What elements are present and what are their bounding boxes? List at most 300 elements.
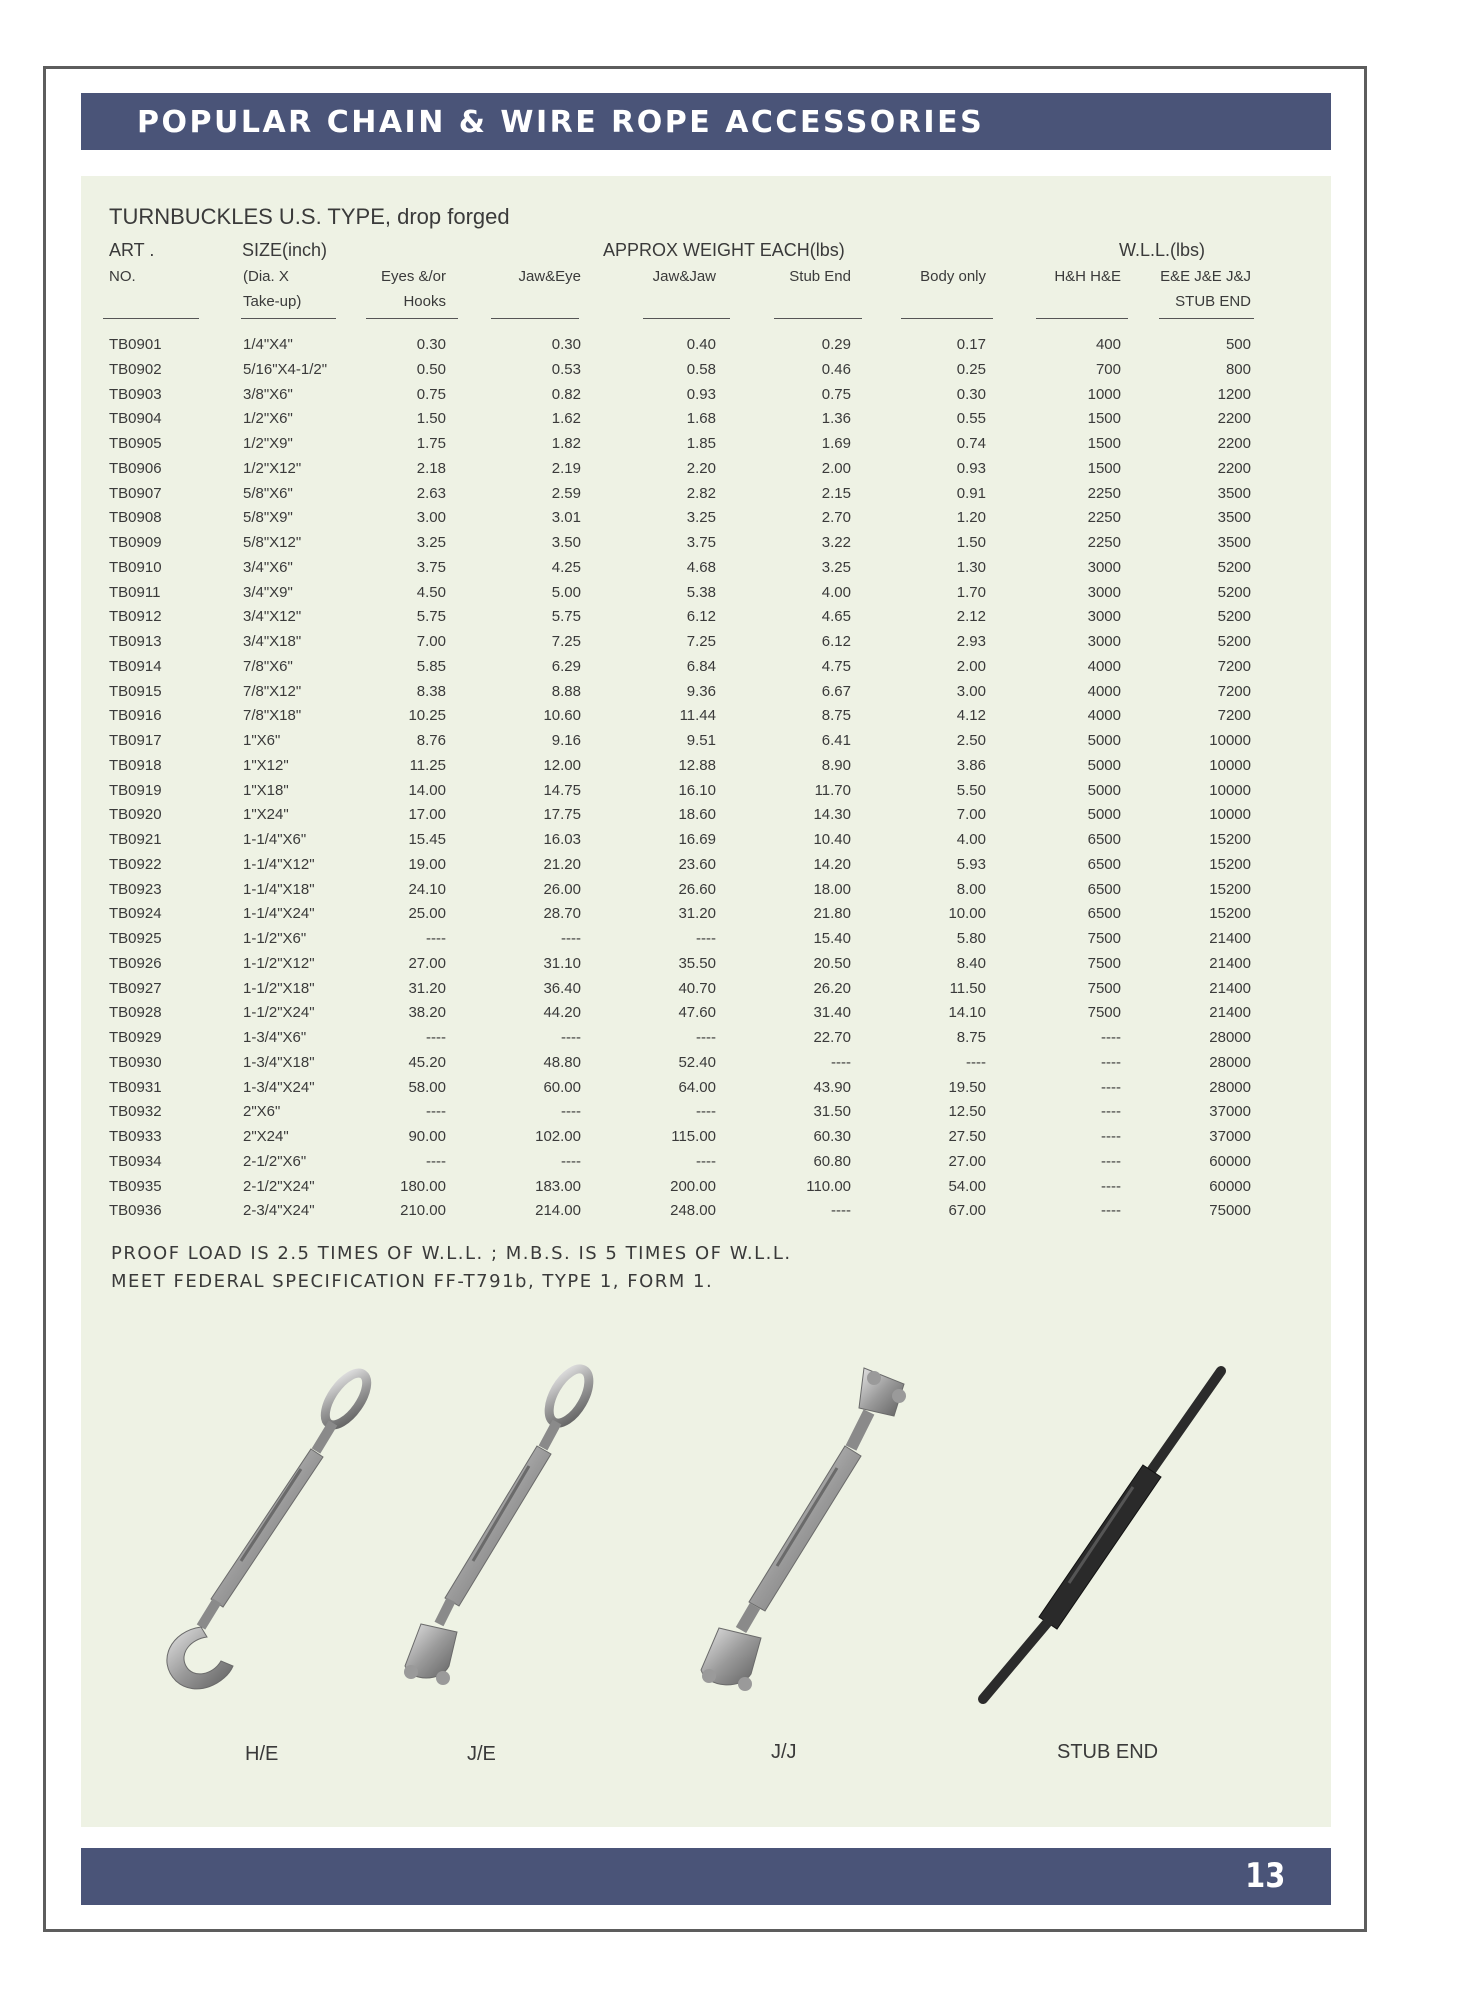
table-cell: 7/8"X12" [243,682,302,700]
table-cell: 1"X6" [243,732,281,749]
table-row [81,1004,1331,1029]
table-cell: TB0908 [109,509,162,527]
header-rule [774,318,862,319]
table-cell: 2.82 [686,484,716,502]
table-cell: TB0920 [109,806,162,824]
table-cell: TB0930 [109,1053,162,1071]
table-cell: 800 [1225,360,1251,378]
table-cell: 6.41 [821,732,851,749]
table-cell: 3.01 [551,509,581,527]
table-cell: 10000 [1209,756,1251,774]
table-cell: 1"X12" [243,756,289,774]
table-row [81,410,1331,435]
table-cell: 2"X6" [243,1103,281,1121]
table-row [81,955,1331,980]
table-cell: 3/4"X6" [243,558,293,576]
table-cell: 5/8"X6" [243,484,293,502]
table-cell: ---- [1101,1177,1121,1195]
table-cell: 0.30 [416,336,446,353]
table-cell: 4.12 [956,707,986,725]
table-row [81,361,1331,386]
table-row [81,757,1331,782]
table-cell: 2.00 [956,657,986,675]
table-cell: TB0926 [109,954,162,972]
table-cell: 18.60 [678,806,716,824]
table-row [81,633,1331,658]
table-row [81,509,1331,534]
table-cell: 10.25 [408,707,446,725]
table-cell: 19.00 [408,855,446,873]
table-cell: 3.00 [416,509,446,527]
table-cell: 1.75 [416,435,446,452]
header-bar [81,93,1331,150]
table-cell: 3/8"X6" [243,385,293,403]
col-header-jaw-jaw: Jaw&Jaw [652,268,716,285]
table-cell: 7/8"X6" [243,657,293,675]
table-cell: TB0924 [109,905,162,923]
table-cell: 37000 [1209,1128,1251,1145]
table-cell: 4.25 [551,558,581,576]
table-cell: ---- [426,1103,446,1121]
table-cell: 3000 [1087,633,1121,650]
table-cell: 2-1/2"X6" [243,1152,307,1170]
table-cell: 5.00 [551,583,581,601]
table-cell: 5.75 [551,608,581,626]
table-cell: 700 [1095,360,1121,378]
table-cell: 20.50 [813,954,851,972]
table-cell: 8.00 [956,880,986,898]
table-cell: 2.00 [821,459,851,477]
table-cell: 2200 [1217,410,1251,428]
table-cell: 1500 [1087,435,1121,452]
table-cell: ---- [561,1029,581,1046]
table-cell: 15.40 [813,930,851,947]
table-cell: 23.60 [678,855,716,873]
table-cell: 75000 [1209,1202,1251,1220]
col-header-art: ART . [109,240,155,260]
table-cell: 5000 [1087,806,1121,824]
table-cell: 10000 [1209,732,1251,749]
table-cell: 1.50 [416,410,446,428]
table-cell: 3/4"X18" [243,633,302,650]
col-header-body-only: Body only [920,268,986,285]
table-cell: ---- [831,1053,851,1071]
table-cell: 28000 [1209,1078,1251,1096]
table-cell: 3500 [1217,484,1251,502]
table-cell: ---- [561,1152,581,1170]
table-cell: 3000 [1087,558,1121,576]
table-cell: 3.25 [821,558,851,576]
table-cell: TB0925 [109,930,162,947]
table-cell: TB0932 [109,1103,162,1121]
table-cell: TB0915 [109,682,162,700]
table-cell: TB0917 [109,732,162,749]
table-cell: 9.51 [686,732,716,749]
table-cell: TB0935 [109,1177,162,1195]
table-cell: 21400 [1209,954,1251,972]
col-header-size-sub2: Take-up) [243,293,302,310]
table-cell: 14.20 [813,855,851,873]
table-cell: 10000 [1209,781,1251,799]
table-cell: 5000 [1087,781,1121,799]
table-cell: 10000 [1209,806,1251,824]
table-cell: 3500 [1217,534,1251,551]
table-cell: 0.55 [956,410,986,428]
table-cell: TB0921 [109,831,162,848]
table-cell: 37000 [1209,1103,1251,1121]
table-cell: 5.85 [416,657,446,675]
table-row [81,1128,1331,1153]
table-cell: 28.70 [543,905,581,923]
table-cell: TB0931 [109,1078,162,1096]
col-header-size: SIZE(inch) [242,240,328,260]
table-cell: 1-1/4"X6" [243,831,307,848]
table-cell: ---- [1101,1103,1121,1121]
table-cell: TB0918 [109,756,162,774]
table-cell: TB0922 [109,855,162,873]
col-header-wll-group: W.L.L.(lbs) [1119,240,1206,260]
table-cell: 26.00 [543,880,581,898]
header-rule [103,318,199,319]
table-cell: 6.12 [821,633,851,650]
table-row [81,1029,1331,1054]
table-cell: 15200 [1209,831,1251,848]
table-cell: 2.63 [416,484,446,502]
table-cell: 36.40 [543,979,581,997]
table-cell: 5/8"X9" [243,509,293,527]
table-cell: TB0923 [109,880,162,898]
stub-end-turnbuckle-image [961,1361,1241,1711]
table-cell: 3.75 [686,534,716,551]
table-cell: 0.75 [821,385,851,403]
table-cell: 1200 [1217,385,1251,403]
table-cell: 3000 [1087,583,1121,601]
table-cell: 9.36 [686,682,716,700]
table-cell: 1-1/4"X24" [243,905,315,923]
table-cell: 4.75 [821,657,851,675]
table-cell: 10.00 [948,905,986,923]
table-cell: ---- [1101,1128,1121,1145]
table-cell: 60.80 [813,1152,851,1170]
table-cell: 400 [1095,336,1121,353]
table-row [81,485,1331,510]
table-cell: 7200 [1217,707,1251,725]
table-cell: 2200 [1217,435,1251,452]
table-cell: 3000 [1087,608,1121,626]
table-cell: 2-1/2"X24" [243,1177,315,1195]
table-row [81,905,1331,930]
table-cell: 2250 [1087,509,1121,527]
table-row [81,930,1331,955]
table-row [81,1153,1331,1178]
table-row [81,707,1331,732]
table-cell: TB0911 [109,583,161,601]
col-header-no: NO. [109,268,136,285]
header-rule [1159,318,1254,319]
table-cell: 3/4"X9" [243,583,293,601]
table-cell: 2200 [1217,459,1251,477]
table-cell: 31.20 [408,979,446,997]
table-cell: 1-1/4"X12" [243,855,315,873]
table-cell: 2.19 [551,459,581,477]
table-cell: 1500 [1087,410,1121,428]
table-cell: 248.00 [670,1202,716,1220]
table-cell: 21.20 [543,855,581,873]
table-cell: 47.60 [678,1004,716,1022]
note-federal-spec: MEET FEDERAL SPECIFICATION FF-T791b, TYPE 1, FORM 1. [111,1271,714,1292]
table-cell: TB0904 [109,410,162,428]
table-cell: 64.00 [678,1078,716,1096]
table-cell: 1"X18" [243,781,289,799]
table-cell: 7500 [1087,954,1121,972]
table-cell: 7200 [1217,682,1251,700]
footer-bar [81,1848,1331,1905]
col-header-ee-je-jj: E&E J&E J&J [1160,268,1251,285]
table-row [81,980,1331,1005]
table-cell: 4.65 [821,608,851,626]
table-cell: 7.00 [956,806,986,824]
table-cell: 26.20 [813,979,851,997]
table-cell: 0.75 [416,385,446,403]
table-cell: 6.12 [686,608,716,626]
table-cell: 3.25 [686,509,716,527]
table-cell: 11.44 [679,707,716,725]
table-cell: 2"X24" [243,1128,289,1145]
table-cell: 3/4"X12" [243,608,302,626]
table-cell: TB0901 [109,336,162,353]
table-cell: TB0919 [109,781,162,799]
table-row [81,683,1331,708]
table-cell: 4.00 [821,583,851,601]
table-cell: 3.75 [416,558,446,576]
table-cell: 7.25 [551,633,581,650]
table-cell: TB0936 [109,1202,162,1220]
table-cell: 1"X24" [243,806,289,824]
table-cell: 1.50 [956,534,986,551]
product-label-stub-end: STUB END [1057,1741,1159,1763]
table-cell: 4000 [1087,657,1121,675]
table-cell: 17.75 [543,806,581,824]
table-row [81,1202,1331,1227]
table-cell: 115.00 [671,1128,716,1145]
table-cell: 6.29 [551,657,581,675]
table-cell: 6.84 [686,657,716,675]
table-cell: 4.68 [686,558,716,576]
table-cell: 0.30 [956,385,986,403]
table-cell: ---- [1101,1029,1121,1046]
table-cell: 0.30 [551,336,581,353]
table-cell: ---- [696,1103,716,1121]
table-row [81,881,1331,906]
table-cell: TB0916 [109,707,162,725]
table-cell: 500 [1225,336,1251,353]
table-cell: 0.40 [686,336,716,353]
table-cell: 14.30 [813,806,851,824]
table-row [81,1103,1331,1128]
col-header-hh-he: H&H H&E [1054,268,1121,285]
table-cell: 3.25 [416,534,446,551]
table-cell: ---- [561,930,581,947]
table-cell: 8.75 [956,1029,986,1046]
table-cell: TB0903 [109,385,162,403]
table-cell: 214.00 [535,1202,581,1220]
table-cell: 1-1/4"X18" [243,880,315,898]
table-cell: 48.80 [543,1053,581,1071]
table-row [81,435,1331,460]
table-cell: 5200 [1217,558,1251,576]
table-cell: ---- [561,1103,581,1121]
table-row [81,732,1331,757]
table-row [81,658,1331,683]
table-cell: 0.25 [956,360,986,378]
table-cell: 31.40 [813,1004,851,1022]
table-cell: TB0912 [109,608,162,626]
table-cell: 3500 [1217,509,1251,527]
table-cell: TB0933 [109,1128,162,1145]
table-cell: 14.00 [408,781,446,799]
table-cell: 31.50 [813,1103,851,1121]
table-cell: 38.20 [408,1004,446,1022]
table-cell: 15200 [1209,880,1251,898]
table-cell: 12.88 [678,756,716,774]
table-cell: 5.93 [956,855,986,873]
table-cell: 8.90 [821,756,851,774]
table-cell: 3.86 [956,756,986,774]
table-row [81,336,1331,361]
table-cell: 0.46 [821,360,851,378]
product-label-he: H/E [245,1743,279,1765]
header-rule [366,318,458,319]
table-row [81,386,1331,411]
table-cell: 5200 [1217,633,1251,650]
table-row [81,1079,1331,1104]
jaw-jaw-turnbuckle-image [679,1356,929,1716]
table-cell: 200.00 [670,1177,716,1195]
table-cell: 9.16 [551,732,581,749]
table-cell: 24.10 [408,880,446,898]
table-cell: 1-3/4"X6" [243,1029,307,1046]
table-cell: 2.70 [821,509,851,527]
table-cell: 58.00 [408,1078,446,1096]
header-rule [241,318,336,319]
table-cell: 60000 [1209,1152,1251,1170]
table-cell: 0.74 [956,435,986,452]
table-cell: ---- [426,1152,446,1170]
table-cell: 2.15 [821,484,851,502]
table-cell: 6500 [1087,905,1121,923]
table-row [81,782,1331,807]
product-label-je: J/E [467,1743,496,1765]
table-cell: 17.00 [408,806,446,824]
table-cell: 10.60 [543,707,581,725]
table-cell: 21400 [1209,979,1251,997]
table-cell: 28000 [1209,1053,1251,1071]
table-cell: 0.93 [686,385,716,403]
table-cell: 27.00 [948,1152,986,1170]
table-cell: 5.50 [956,781,986,799]
table-cell: 1-3/4"X24" [243,1078,315,1096]
table-cell: TB0913 [109,633,162,650]
table-cell: 7500 [1087,979,1121,997]
table-cell: TB0910 [109,558,162,576]
table-cell: 6500 [1087,831,1121,848]
table-cell: TB0934 [109,1152,162,1170]
table-cell: 5200 [1217,608,1251,626]
table-cell: 14.10 [948,1004,986,1022]
col-header-stub-end-wll: STUB END [1175,293,1251,310]
table-cell: TB0927 [109,979,162,997]
table-cell: ---- [426,1029,446,1046]
table-cell: 21400 [1209,1004,1251,1022]
table-cell: 31.20 [678,905,716,923]
table-cell: ---- [1101,1053,1121,1071]
table-cell: ---- [696,930,716,947]
table-cell: 11.50 [949,979,986,997]
table-cell: ---- [696,1152,716,1170]
table-cell: 26.60 [678,880,716,898]
table-cell: 1000 [1087,385,1121,403]
table-cell: 110.00 [806,1177,851,1195]
table-cell: 6500 [1087,880,1121,898]
table-cell: 60.30 [813,1128,851,1145]
table-cell: 5000 [1087,756,1121,774]
table-cell: 8.88 [551,682,581,700]
table-cell: 8.38 [416,682,446,700]
table-cell: 35.50 [678,954,716,972]
table-cell: 1.69 [821,435,851,452]
table-cell: TB0914 [109,657,162,675]
table-cell: 7200 [1217,657,1251,675]
table-row [81,460,1331,485]
table-cell: 16.10 [678,781,716,799]
table-row [81,856,1331,881]
page-title: POPULAR CHAIN & WIRE ROPE ACCESSORIES [137,105,985,140]
hook-eye-turnbuckle-image [151,1361,391,1721]
table-cell: 28000 [1209,1029,1251,1046]
table-cell: 210.00 [400,1202,446,1220]
table-cell: 6500 [1087,855,1121,873]
table-cell: 7/8"X18" [243,707,302,725]
table-cell: 14.75 [543,781,581,799]
table-cell: 1/4"X4" [243,336,293,353]
table-cell: 1.85 [686,435,716,452]
table-cell: 43.90 [813,1078,851,1096]
table-cell: 0.17 [956,336,986,353]
table-cell: 2.59 [551,484,581,502]
section-title: TURNBUCKLES U.S. TYPE, drop forged [109,204,510,229]
table-cell: 11.70 [814,781,851,799]
table-cell: TB0902 [109,360,162,378]
table-cell: 7.00 [416,633,446,650]
table-cell: ---- [966,1053,986,1071]
table-cell: 1.70 [956,583,986,601]
table-cell: ---- [831,1202,851,1220]
table-row [81,559,1331,584]
table-cell: 4000 [1087,682,1121,700]
table-cell: 8.40 [956,954,986,972]
table-cell: 2-3/4"X24" [243,1202,315,1220]
table-cell: 1500 [1087,459,1121,477]
table-cell: 16.03 [543,831,581,848]
header-rule [901,318,993,319]
table-cell: TB0907 [109,484,162,502]
table-cell: TB0928 [109,1004,162,1022]
table-cell: 102.00 [535,1128,581,1145]
table-cell: 4.00 [956,831,986,848]
table-cell: 2.20 [686,459,716,477]
table-row [81,806,1331,831]
table-row [81,534,1331,559]
